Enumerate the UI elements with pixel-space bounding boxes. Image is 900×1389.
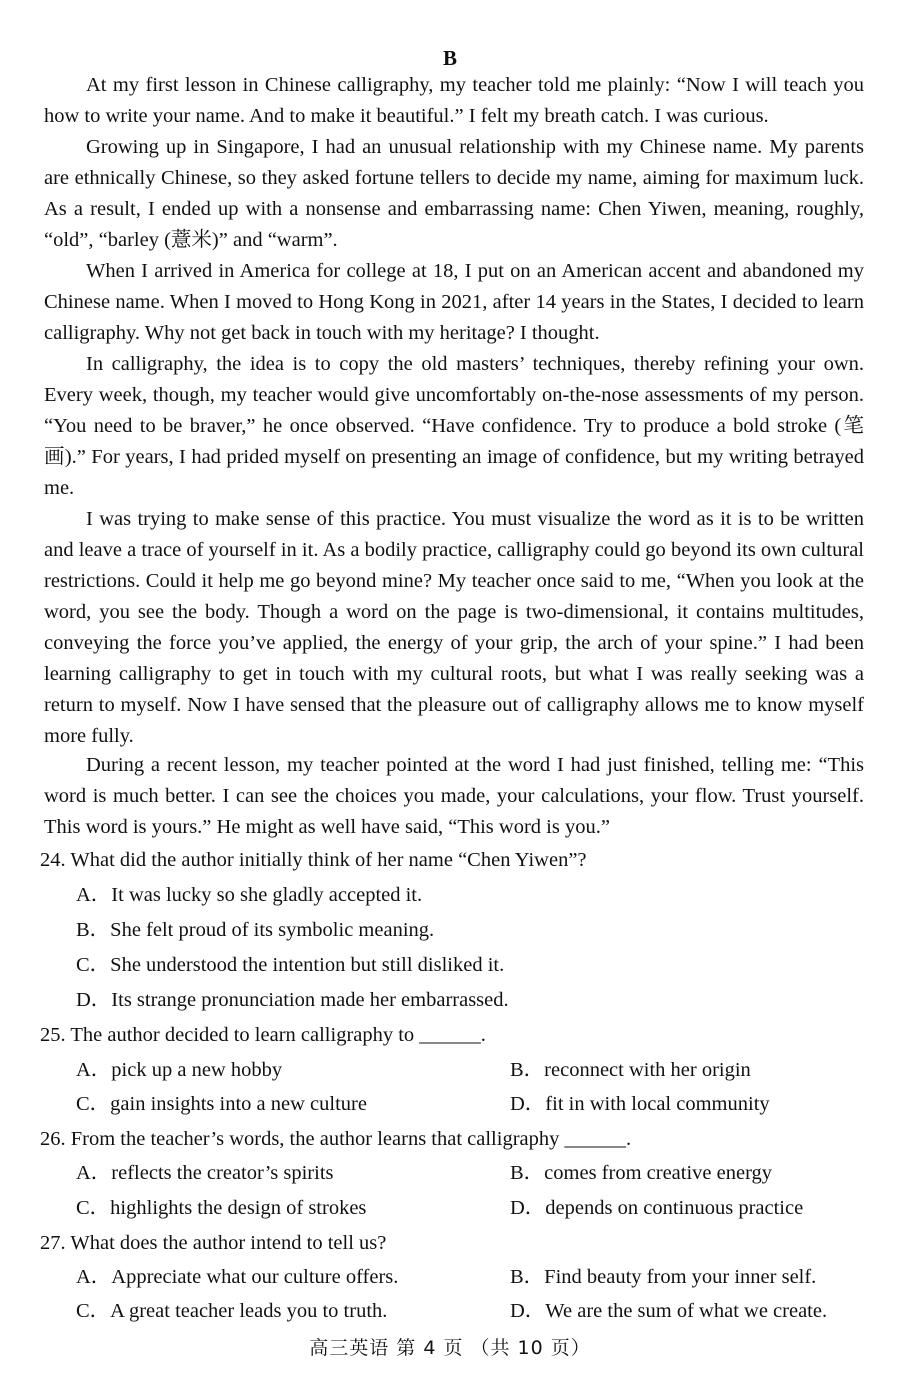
question-27-option-c[interactable]: C．A great teacher leads you to truth.: [76, 1300, 388, 1322]
question-27-option-a[interactable]: A．Appreciate what our culture offers.: [76, 1266, 399, 1288]
question-25-option-a[interactable]: A．pick up a new hobby: [76, 1059, 283, 1081]
question-26-option-d[interactable]: D．depends on continuous practice: [510, 1197, 804, 1219]
question-26-option-b[interactable]: B．comes from creative energy: [510, 1162, 773, 1184]
question-25-option-c[interactable]: C．gain insights into a new culture: [76, 1093, 367, 1115]
question-24-option-b[interactable]: B．She felt proud of its symbolic meaning.: [76, 919, 435, 941]
passage-paragraph-6: During a recent lesson, my teacher pointed at the word I had just finished, telling me: “This word is much better. I can see the choices you made, your calculations, your flow. Trust yourself. This word is yours.” He might as well have said, “This word is you.”: [44, 754, 864, 838]
question-27-stem: 27. What does the author intend to tell us?: [40, 1232, 387, 1254]
question-25-option-d[interactable]: D．fit in with local community: [510, 1093, 770, 1115]
passage-paragraph-4: In calligraphy, the idea is to copy the old masters’ techniques, thereby refining your own. Every week, though, my teacher would give uncomfortably on-the-nose assessments of my person. “You need to be braver,” he once observed. “Have confidence. Try to produce a bold stroke (笔画).” For years, I had prided myself on presenting an image of confidence, but my writing betrayed me.: [44, 353, 864, 499]
question-27-option-b[interactable]: B．Find beauty from your inner self.: [510, 1266, 817, 1288]
page-footer: 高三英语 第 4 页 （共 10 页）: [309, 1337, 591, 1359]
question-25-option-b[interactable]: B．reconnect with her origin: [510, 1059, 751, 1081]
question-26-stem: 26. From the teacher’s words, the author learns that calligraphy ______.: [40, 1128, 632, 1150]
question-26-option-c[interactable]: C．highlights the design of strokes: [76, 1197, 367, 1219]
question-24-option-d[interactable]: D．Its strange pronunciation made her embarrassed.: [76, 989, 509, 1011]
passage-paragraph-1: At my first lesson in Chinese calligraphy, my teacher told me plainly: “Now I will teach you how to write your name. And to make it beautiful.” I felt my breath catch. I was curious.: [44, 74, 864, 127]
question-24-option-c[interactable]: C．She understood the intention but still disliked it.: [76, 954, 505, 976]
question-25-stem: 25. The author decided to learn calligraphy to ______.: [40, 1024, 486, 1046]
question-27-option-d[interactable]: D．We are the sum of what we create.: [510, 1300, 828, 1322]
section-title: B: [442, 46, 457, 70]
question-24-stem: 24. What did the author initially think of her name “Chen Yiwen”?: [40, 849, 587, 871]
passage-paragraph-3: When I arrived in America for college at 18, I put on an American accent and abandoned my Chinese name. When I moved to Hong Kong in 2021, after 14 years in the States, I decided to learn calligraphy. Why not get back in touch with my heritage? I thought.: [44, 260, 864, 344]
passage-paragraph-2: Growing up in Singapore, I had an unusual relationship with my Chinese name. My parents are ethnically Chinese, so they asked fortune tellers to decide my name, aiming for maximum luck. As a result, I ended up with a nonsense and embarrassing name: Chen Yiwen, meaning, roughly, “old”, “barley (薏米)” and “warm”.: [44, 136, 864, 251]
question-26-option-a[interactable]: A．reflects the creator’s spirits: [76, 1162, 334, 1184]
question-24-option-a[interactable]: A．It was lucky so she gladly accepted it.: [76, 884, 423, 906]
passage-paragraph-5: I was trying to make sense of this practice. You must visualize the word as it is to be written and leave a trace of yourself in it. As a bodily practice, calligraphy could go beyond its own cultural restrictions. Could it help me go beyond mine? My teacher once said to me, “When you look at the word, you see the body. Though a word on the page is two-dimensional, it contains multitudes, conveying the force you’ve applied, the energy of your grip, the arch of your spine.” I had been learning calligraphy to get in touch with my cultural roots, but what I was really seeking was a return to myself. Now I have sensed that the pleasure out of calligraphy allows me to know myself more fully.: [44, 508, 864, 747]
